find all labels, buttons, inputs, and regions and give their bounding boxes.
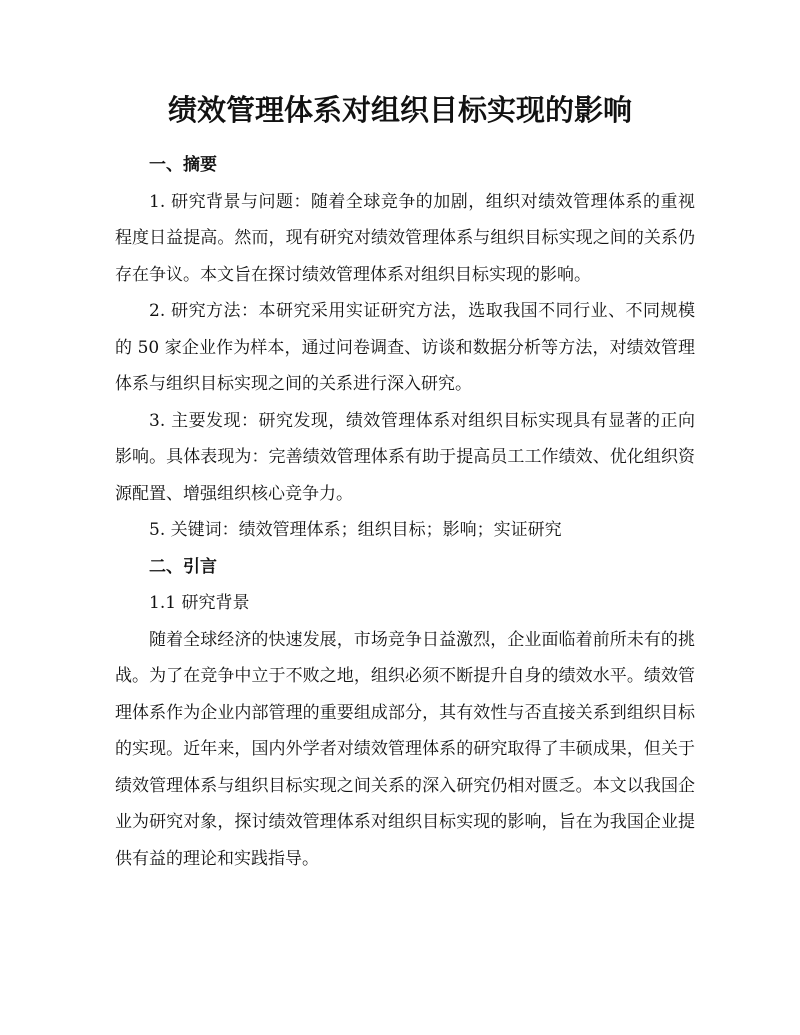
document-title: 绩效管理体系对组织目标实现的影响 (167, 93, 632, 127)
subsection-heading-background: 1.1 研究背景 (149, 593, 250, 613)
document-body (115, 147, 695, 877)
abstract-background-paragraph: 1. 研究背景与问题：随着全球竞争的加剧，组织对绩效管理体系的重视程度日益提高。然而，现有研究对绩效管理体系与组织目标实现之间的关系仍存在争议。本文旨在探讨绩效管理体系对组织目标实现的影响。 (115, 191, 695, 285)
section-heading-abstract: 一、摘要 (149, 155, 217, 175)
section-heading-introduction: 二、引言 (149, 556, 217, 577)
abstract-findings-paragraph: 3. 主要发现：研究发现，绩效管理体系对组织目标实现具有显著的正向影响。具体表现为：完善绩效管理体系有助于提高员工工作绩效、优化组织资源配置、增强组织核心竞争力。 (115, 410, 695, 504)
introduction-paragraph: 随着全球经济的快速发展，市场竞争日益激烈，企业面临着前所未有的挑战。为了在竞争中立于不败之地，组织必须不断提升自身的绩效水平。绩效管理体系作为企业内部管理的重要组成部分，其有效性与否直接关系到组织目标的实现。近年来，国内外学者对绩效管理体系的研究取得了丰硕成果，但关于绩效管理体系与组织目标实现之间关系的深入研究仍相对匮乏。本文以我国企业为研究对象，探讨绩效管理体系对组织目标实现的影响，旨在为我国企业提供有益的理论和实践指导。 (115, 629, 695, 869)
abstract-keywords-paragraph: 5. 关键词：绩效管理体系；组织目标；影响；实证研究 (149, 520, 562, 540)
abstract-method-paragraph: 2. 研究方法：本研究采用实证研究方法，选取我国不同行业、不同规模的 50 家企业作为样本，通过问卷调查、访谈和数据分析等方法，对绩效管理体系与组织目标实现之间的关系进行深入研究。 (115, 301, 695, 394)
